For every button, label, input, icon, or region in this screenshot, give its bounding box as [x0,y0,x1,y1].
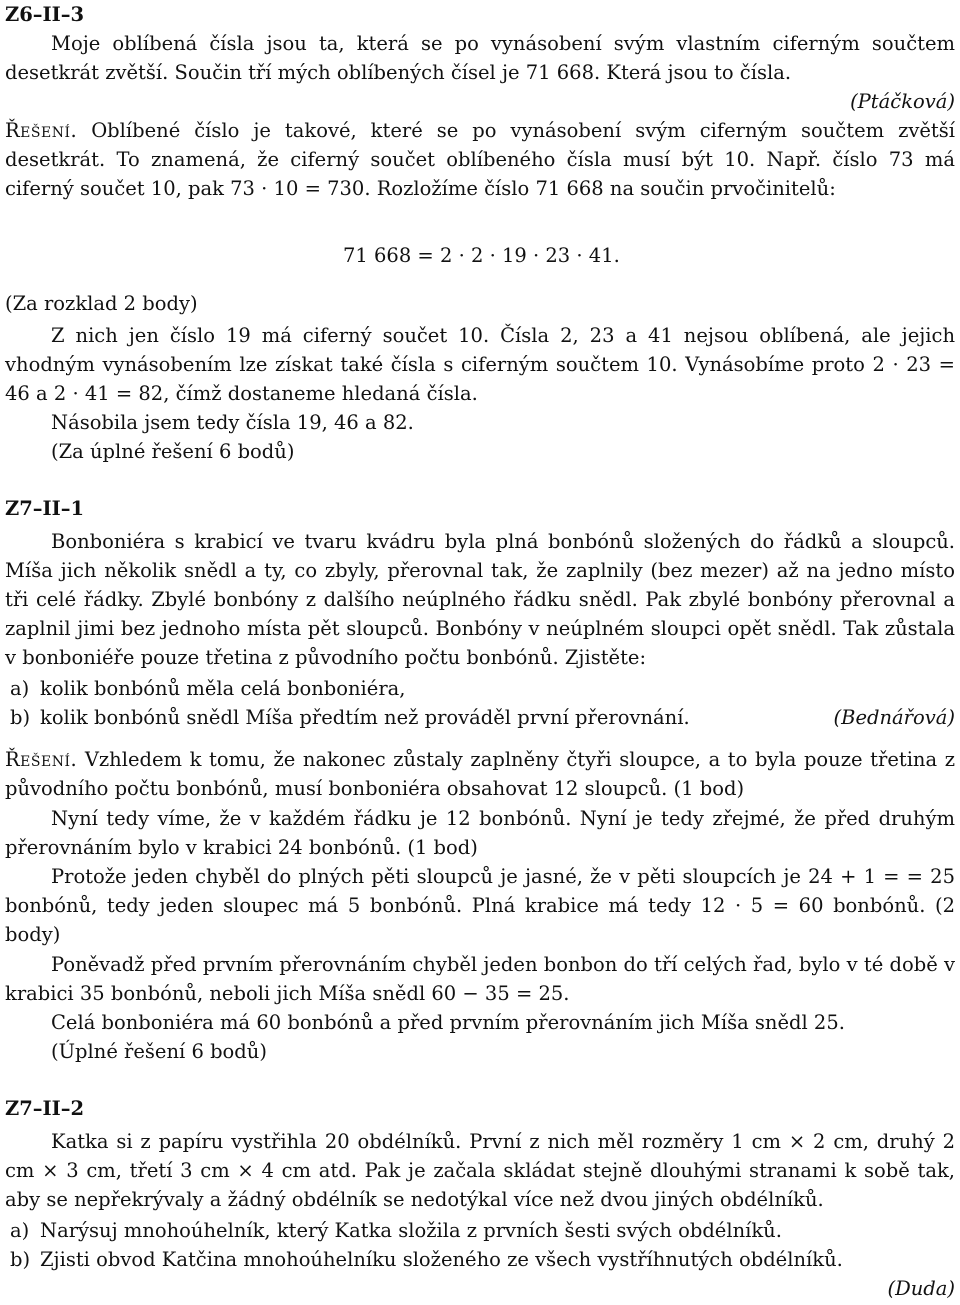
problem-heading-z6-ii-3: Z6–II–3 [5,3,85,26]
solution-z7-ii-1-p2: Nyní tedy víme, že v každém řádku je 12 bonbónů. Nyní je tedy zřejmé, že před druhým přerovnáním bylo v krabici 24 bonbónů. (1 bod) [5,807,955,859]
solution-z6-ii-3-p1 [5,116,955,203]
list-item-a [10,1216,955,1245]
author-name: (Duda) [887,1277,955,1300]
item-label: b) [10,706,31,729]
solution-z6-ii-3-p3: Násobila jsem tedy čísla 19, 46 a 82. [51,411,414,434]
solution-z7-ii-1-p4: Poněvadž před prvním přerovnáním chyběl jeden bonbon do tří celých řad, bylo v té době v krabici 35 bonbónů, neboli jich Míša snědl 60 − 35 = 25. [5,953,955,1005]
author-z7-ii-2 [5,1274,955,1303]
points-note: (Úplné řešení 6 bodů) [51,1040,267,1063]
points-note: (Za rozklad 2 body) [5,292,198,315]
solution-z7-ii-1-p1 [5,745,955,803]
author-name: (Ptáčková) [850,90,955,113]
solution-label: Řešení. [5,119,78,142]
item-text: Zjisti obvod Katčina mnohoúhelníku složeného ze všech vystříhnutých obdélníků. [40,1248,843,1271]
points-note: (Za úplné řešení 6 bodů) [51,440,295,463]
solution-z7-ii-1-p3: Protože jeden chyběl do plných pěti sloupců je jasné, že v pěti sloupcích je 24 + 1 = = 25 bonbónů, tedy jeden sloupec má 5 bonbónů. Plná krabice má tedy 12 · 5 = 60 bonbónů. (2 body) [5,865,955,946]
solution-label: Řešení. [5,748,78,771]
item-label: a) [10,1219,30,1242]
solution-z6-ii-3-p2: Z nich jen číslo 19 má ciferný součet 10. Čísla 2, 23 a 41 nejsou oblíbená, ale jejich vhodným vynásobením lze získat také čísla s ciferným součtem 10. Vynásobíme proto 2 · 23 = 46 a 2 · 41 = 82, čímž dostaneme hledaná čísla. [5,324,955,405]
item-text: kolik bonbónů snědl Míša předtím než prováděl první přerovnání. [40,706,690,729]
problem-heading-z7-ii-2: Z7–II–2 [5,1097,85,1120]
item-label: a) [10,677,30,700]
list-item-b [10,703,955,732]
solution-z7-ii-1-p5: Celá bonboniéra má 60 bonbónů a před prvním přerovnáním jich Míša snědl 25. [51,1011,845,1034]
author-z6-ii-3 [5,87,955,116]
problem-text-z7-ii-1: Bonboniéra s krabicí ve tvaru kvádru byla plná bonbónů složených do řádků a sloupců. Míša jich několik snědl a ty, co zbyly, přerovnal tak, že zaplnily (bez mezer) až na jedno místo tři celé řádky. Zbylé bonbóny z dalšího neúplného řádku snědl. Pak zbylé bonbóny přerovnal a zaplnil jimi bez jednoho místa pět sloupců. Bonbóny v neúplném sloupci opět snědl. Tak zůstala v bonboniéře pouze třetina z původního počtu bonbónů. Zjistěte: [5,530,955,669]
item-label: b) [10,1248,31,1271]
list-item-a [10,674,955,703]
item-text: Narýsuj mnohoúhelník, který Katka složila z prvních šesti svých obdélníků. [40,1219,782,1242]
problem-text-z6-ii-3: Moje oblíbená čísla jsou ta, která se po vynásobení svým vlastním ciferným součtem desetkrát zvětší. Součin tří mých oblíbených čísel je 71 668. Která jsou to čísla. [5,32,955,84]
solution-text: Oblíbené číslo je takové, které se po vynásobení svým ciferným součtem zvětší desetkrát. To znamená, že ciferný součet oblíbeného čísla musí být 10. Např. číslo 73 má ciferný součet 10, pak 73 · 10 = 730. Rozložíme číslo 71 668 na součin prvočinitelů: [5,119,955,200]
list-item-b [10,1245,955,1274]
problem-heading-z7-ii-1: Z7–II–1 [5,497,85,520]
item-text: kolik bonbónů měla celá bonboniéra, [40,677,406,700]
solution-text: Vzhledem k tomu, že nakonec zůstaly zaplněny čtyři sloupce, a to byla pouze třetina z původního počtu bonbónů, musí bonboniéra obsahovat 12 sloupců. (1 bod) [5,748,955,800]
author-name: (Bednářová) [833,706,955,729]
factorization-formula: 71 668 = 2 · 2 · 19 · 23 · 41. [343,244,620,267]
problem-text-z7-ii-2: Katka si z papíru vystřihla 20 obdélníků. První z nich měl rozměry 1 cm × 2 cm, druhý 2 cm × 3 cm, třetí 3 cm × 4 cm atd. Pak je začala skládat stejně dlouhými stranami k sobě tak, aby se nepřekrývaly a žádný obdélník se nedotýkal více než dvou jiných obdélníků. [5,1130,955,1211]
